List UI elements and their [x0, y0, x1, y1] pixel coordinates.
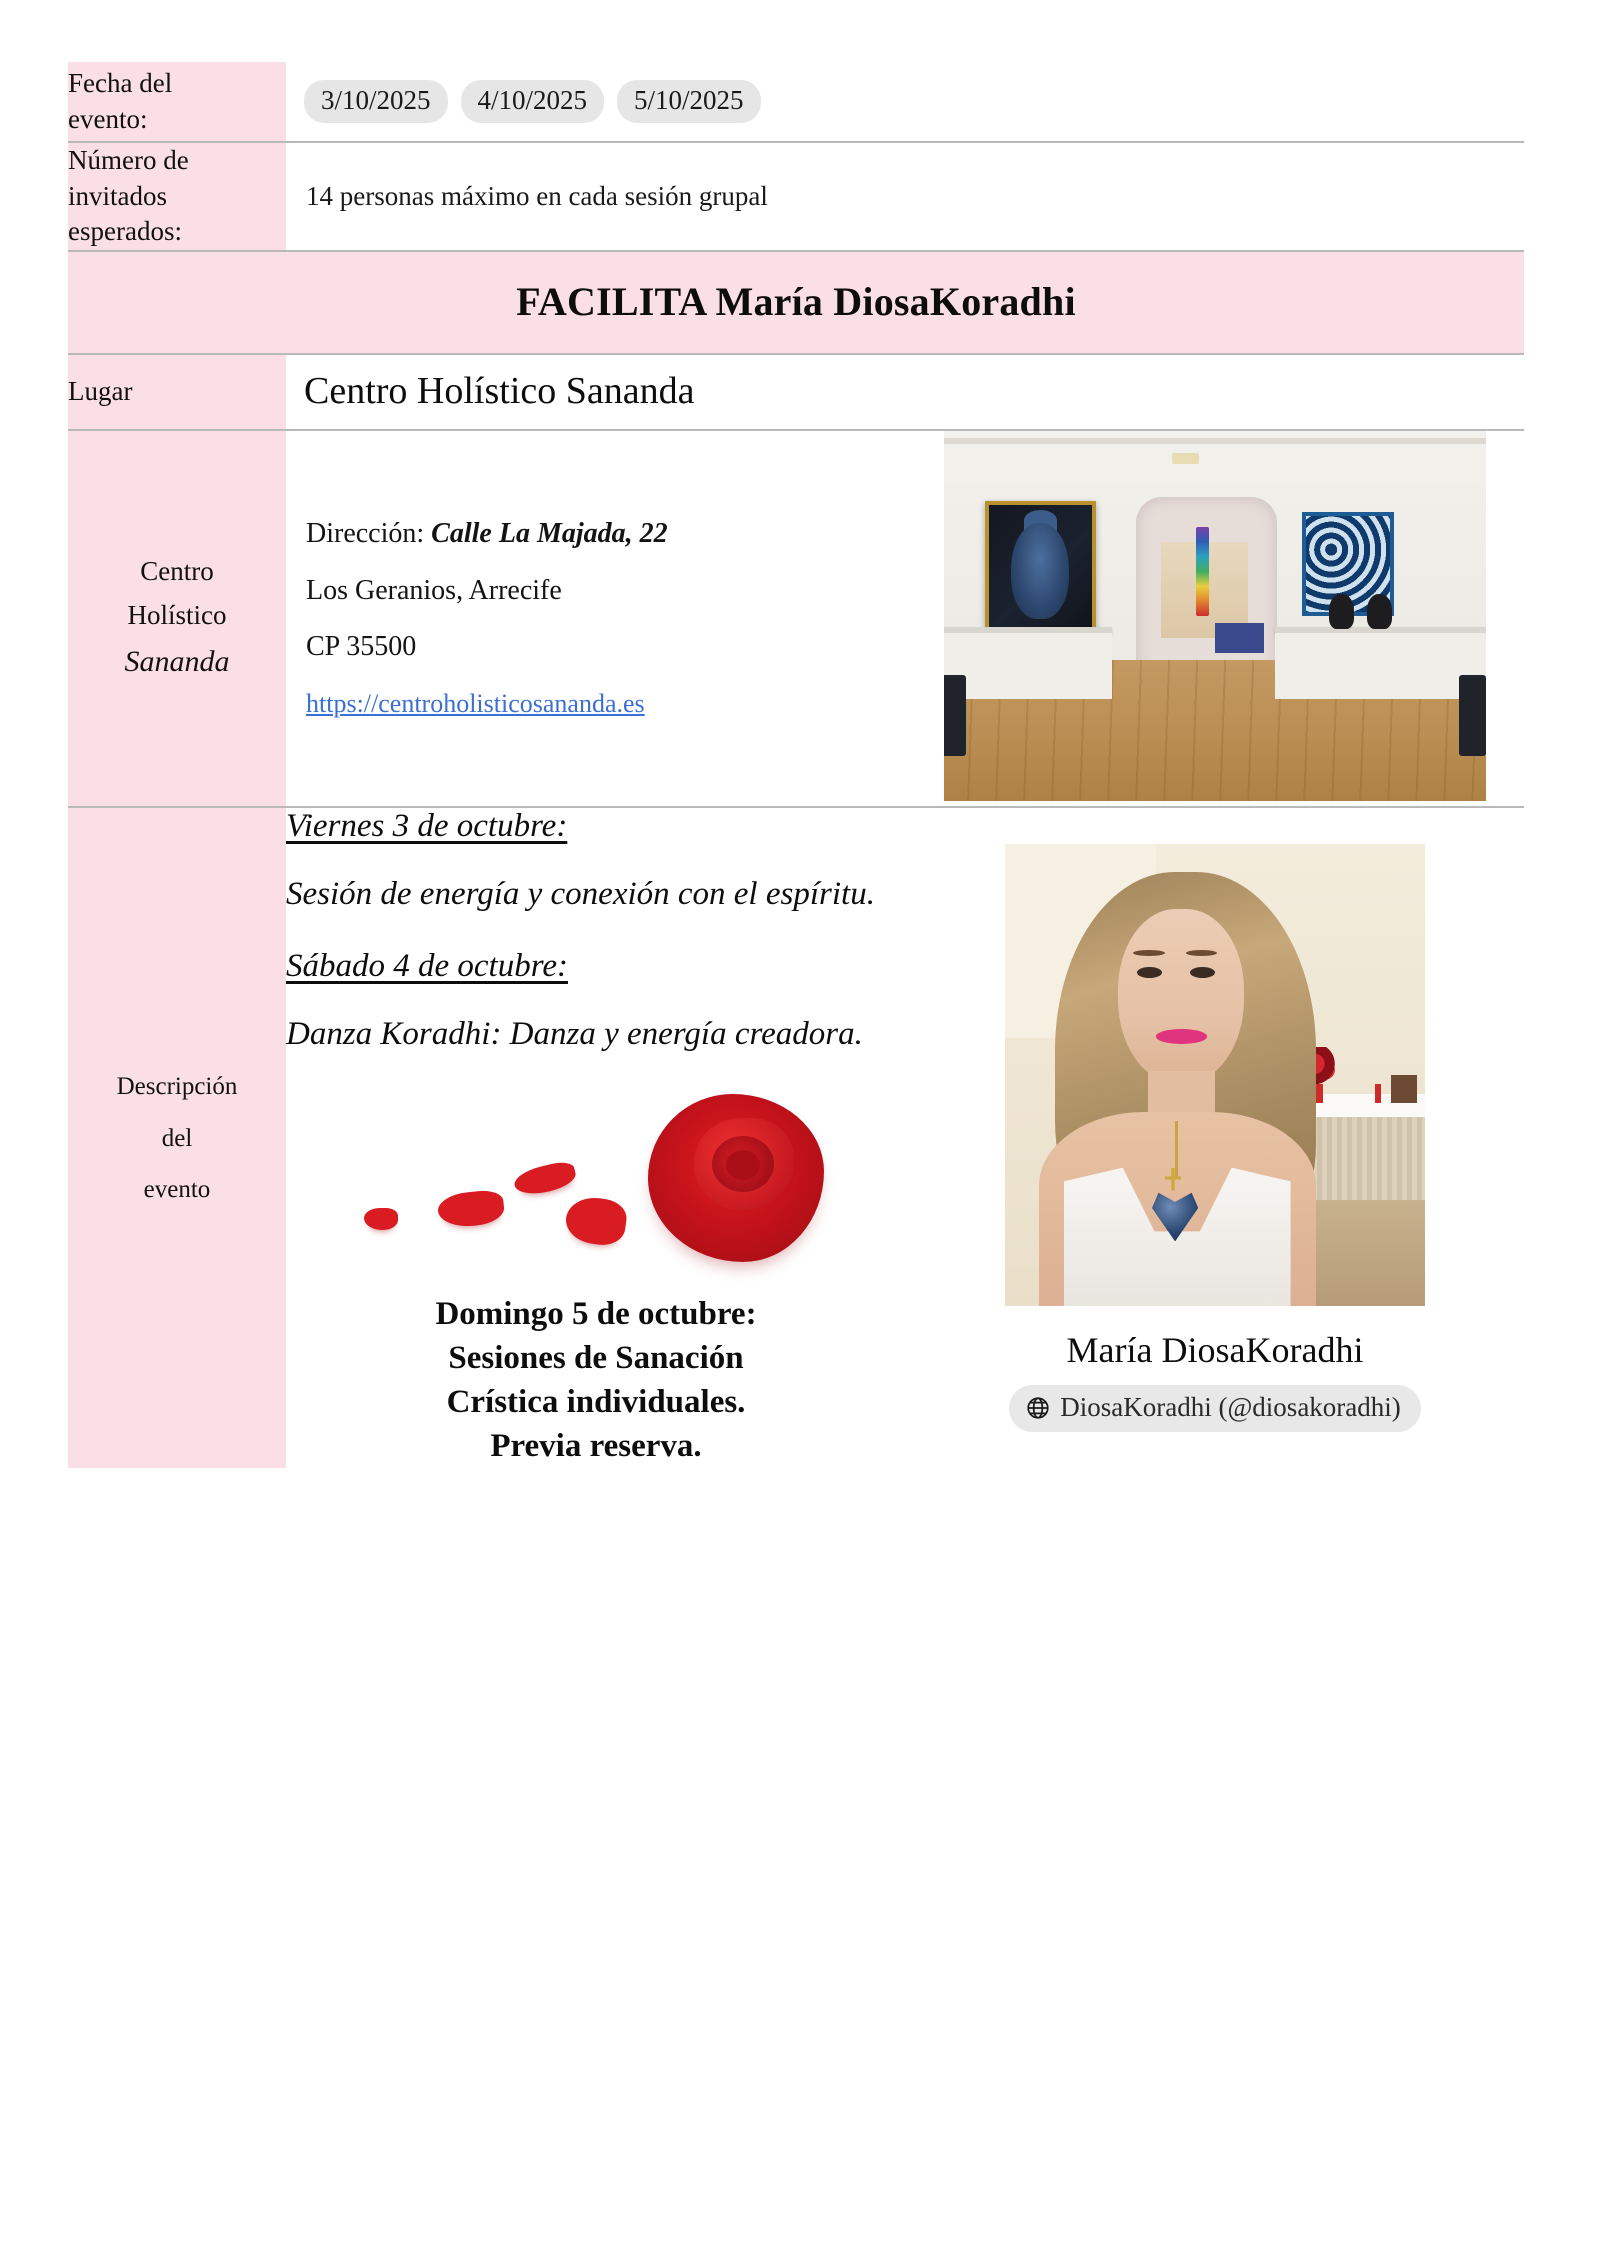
social-handle-text: DiosaKoradhi (@diosakoradhi) [1060, 1392, 1401, 1423]
address-url-line [306, 676, 896, 733]
label-expected-guests-line3: esperados: [68, 216, 182, 247]
label-expected-guests-line2: invitados [68, 180, 167, 211]
date-chip[interactable]: 5/10/2025 [617, 80, 761, 123]
event-info-table [68, 62, 1524, 1468]
rose-image-wrap [286, 1088, 906, 1278]
address-prefix: Dirección: [306, 518, 425, 550]
sunday-line1: Domingo 5 de octubre: [435, 1295, 757, 1332]
cell-venue-photo [906, 430, 1524, 807]
label-event-date-line1: Fecha del [68, 67, 173, 98]
sunday-line2: Sesiones de Sanación [448, 1339, 744, 1376]
cell-description-text [286, 807, 906, 1469]
address-line-2: Los Geranios, Arrecife [306, 574, 562, 606]
rose-image [346, 1088, 846, 1278]
sunday-block [286, 1292, 906, 1469]
label-venue [68, 430, 286, 807]
saturday-text: Danza Koradhi: Danza y energía creadora. [286, 1015, 863, 1052]
cell-venue-address [286, 430, 906, 807]
saturday-heading: Sábado 4 de octubre: [286, 947, 568, 984]
venue-photo [944, 431, 1486, 801]
facilitator-name: María DiosaKoradhi [1066, 1330, 1364, 1371]
expected-guests-value: 14 personas máximo en cada sesión grupal [306, 180, 768, 211]
cell-facilitator-banner [68, 251, 1524, 354]
handle-wrap [906, 1385, 1524, 1432]
facilitator-banner: FACILITA María DiosaKoradhi [516, 278, 1076, 324]
cell-place [286, 354, 1524, 430]
label-description-line2: del [161, 1124, 193, 1152]
label-event-date [68, 62, 286, 142]
friday-text: Sesión de energía y conexión con el espíritu. [286, 875, 875, 912]
date-chip[interactable]: 4/10/2025 [461, 80, 605, 123]
table-row-guests [68, 142, 1524, 251]
date-chip[interactable]: 3/10/2025 [304, 80, 448, 123]
globe-icon [1025, 1395, 1051, 1421]
table-row-description [68, 807, 1524, 1469]
label-venue-name: Sananda [124, 644, 230, 678]
cell-expected-guests [286, 142, 1524, 251]
cell-facilitator-portrait [906, 807, 1524, 1469]
label-event-date-line2: evento: [68, 103, 148, 134]
address-street-line [306, 506, 896, 563]
table-row-venue [68, 430, 1524, 807]
label-description-line3: evento [143, 1175, 211, 1203]
label-expected-guests [68, 142, 286, 251]
sunday-line4: Previa reserva. [490, 1428, 702, 1465]
label-description-line1: Descripción [116, 1073, 238, 1101]
table-row-facilitator [68, 251, 1524, 354]
cell-event-dates [286, 62, 1524, 142]
label-venue-line2: Holístico [127, 600, 227, 631]
sunday-line3: Crística individuales. [446, 1384, 746, 1421]
date-chip-group [286, 62, 1524, 141]
label-venue-line1: Centro [140, 556, 214, 587]
address-street: Calle La Majada, 22 [431, 518, 668, 550]
social-handle-badge[interactable] [1009, 1385, 1421, 1432]
facilitator-photo [1005, 844, 1425, 1306]
table-row-place [68, 354, 1524, 430]
friday-heading: Viernes 3 de octubre: [286, 807, 568, 844]
venue-website-link[interactable]: https://centroholisticosananda.es [306, 688, 645, 718]
address-line-3: CP 35500 [306, 631, 417, 663]
place-value: Centro Holístico Sananda [304, 369, 695, 412]
label-expected-guests-line1: Número de [68, 145, 189, 175]
label-description [68, 807, 286, 1469]
venue-address-block [286, 470, 906, 766]
table-row-date [68, 62, 1524, 142]
label-place: Lugar [68, 354, 286, 430]
